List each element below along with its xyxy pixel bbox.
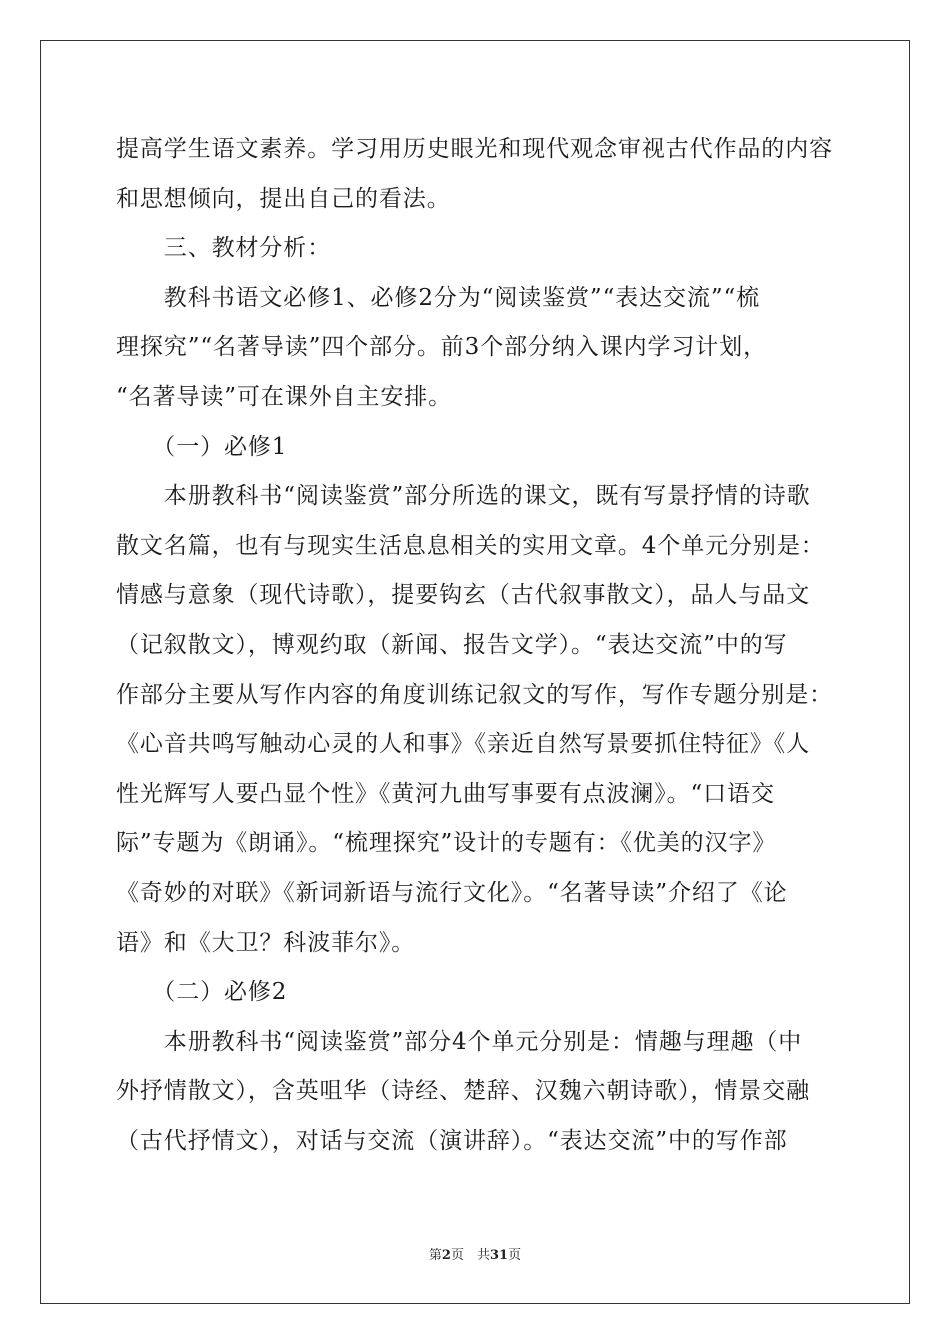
text-line: 语》和《大卫？科波菲尔》。 xyxy=(116,929,416,956)
page-total-number: 31 xyxy=(489,1248,509,1263)
text-line: 性光辉写人要凸显个性》《黄河九曲写事要有点波澜》。“口语交 xyxy=(116,780,775,807)
subsection-heading: （二）必修2 xyxy=(116,979,288,1006)
page-footer xyxy=(0,1246,950,1266)
text-line: 《奇妙的对联》《新词新语与流行文化》。“名著导读”介绍了《论 xyxy=(116,879,788,906)
text-line: 理探究”“名著导读”四个部分。前3个部分纳入课内学习计划， xyxy=(116,334,768,361)
text-line: “名著导读”可在课外自主安排。 xyxy=(116,383,453,410)
text-line: 际”专题为《朗诵》。“梳理探究”设计的专题有：《优美的汉字》 xyxy=(116,830,777,857)
document-body xyxy=(116,125,836,1166)
text-line: 教科书语文必修1、必修2分为“阅读鉴赏”“表达交流”“梳 xyxy=(116,284,761,311)
text-line: 本册教科书“阅读鉴赏”部分所选的课文，既有写景抒情的诗歌 xyxy=(116,483,811,510)
text-line: 本册教科书“阅读鉴赏”部分4个单元分别是：情趣与理趣（中 xyxy=(116,1028,803,1055)
text-line: 提高学生语文素养。学习用历史眼光和现代观念审视古代作品的内容 xyxy=(116,136,833,162)
text-line: （记叙散文），博观约取（新闻、报告文学）。“表达交流”中的写 xyxy=(116,631,788,658)
section-heading: 三、教材分析： xyxy=(116,235,332,262)
text-line: 外抒情散文），含英咀华（诗经、楚辞、汉魏六朝诗歌），情景交融 xyxy=(116,1078,810,1105)
subsection-heading: （一）必修1 xyxy=(116,433,288,460)
page-prefix: 第 xyxy=(428,1248,442,1263)
page-mid-text: 页 共 xyxy=(450,1248,490,1263)
text-line: （古代抒情文），对话与交流（演讲辞）。“表达交流”中的写作部 xyxy=(116,1127,788,1154)
text-line: 散文名篇，也有与现实生活息息相关的实用文章。4个单元分别是： xyxy=(116,532,825,559)
text-line: 《心音共鸣写触动心灵的人和事》《亲近自然写景要抓住特征》《人 xyxy=(116,731,810,758)
page-suffix: 页 xyxy=(508,1248,522,1263)
page-current-number: 2 xyxy=(441,1248,451,1263)
text-line: 作部分主要从写作内容的角度训练记叙文的写作，写作专题分别是： xyxy=(116,681,833,708)
text-line: 和思想倾向，提出自己的看法。 xyxy=(116,185,451,212)
text-line: 情感与意象（现代诗歌），提要钩玄（古代叙事散文），品人与品文 xyxy=(116,582,810,609)
